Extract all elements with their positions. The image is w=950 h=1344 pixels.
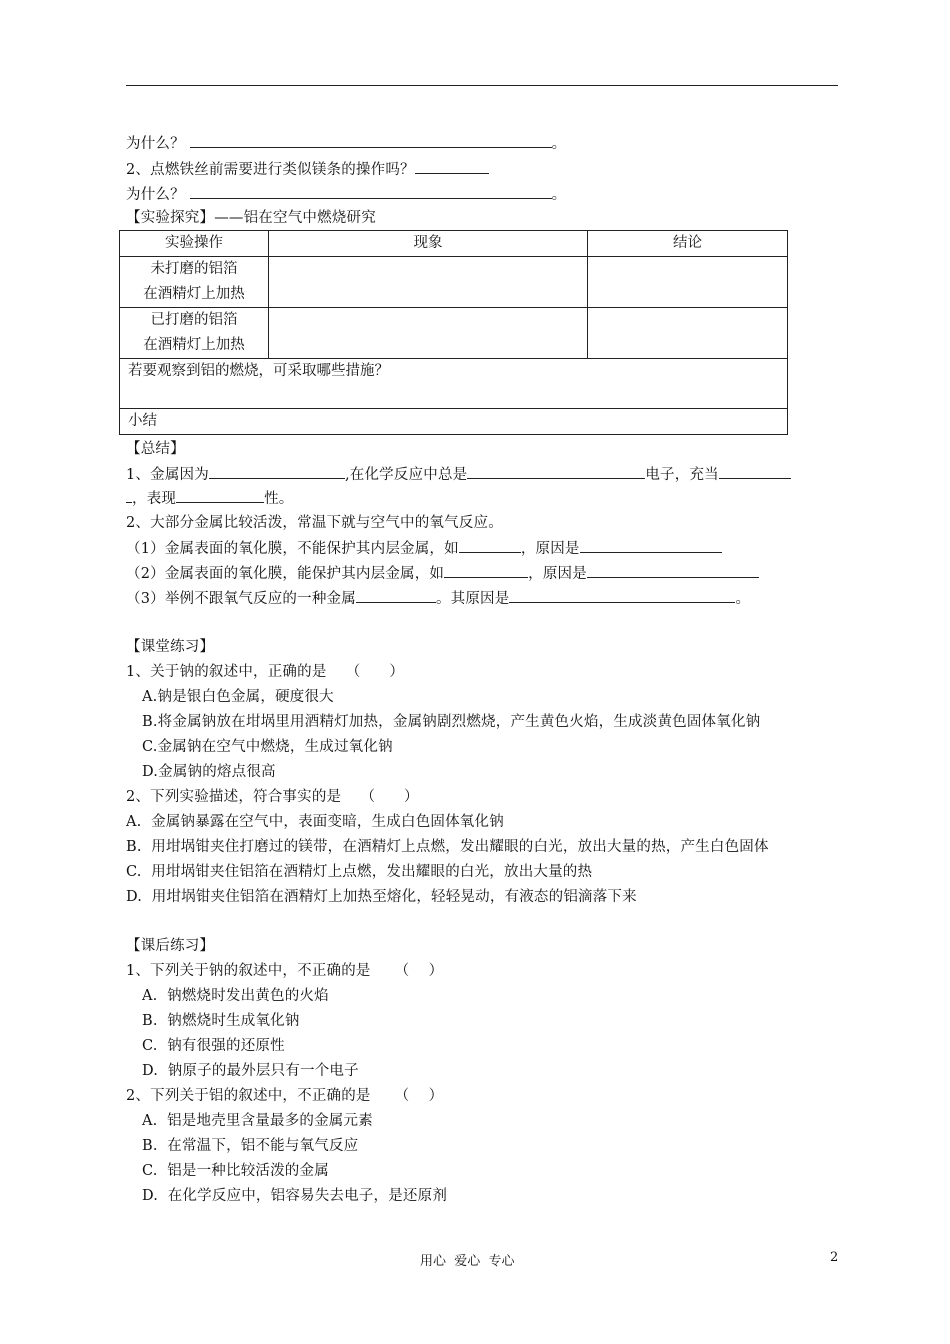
answer-blank[interactable] <box>459 538 521 553</box>
summary-title: 【总结】 <box>126 441 185 457</box>
after-q2: 2、下列关于铝的叙述中，不正确的是 （ ） <box>126 1088 444 1104</box>
after-practice-title: 【课后练习】 <box>126 938 215 954</box>
answer-blank[interactable] <box>580 538 722 553</box>
header-conclusion: 结论 <box>588 231 788 257</box>
row2-phenomenon-cell[interactable] <box>269 308 588 359</box>
class-q2-option-d[interactable]: D. 用坩埚钳夹住铝箔在酒精灯上加热至熔化，轻轻晃动，有液态的铝滴落下来 <box>126 889 637 905</box>
class-q1-option-b[interactable]: B.将金属钠放在坩埚里用酒精灯加热，金属钠剧烈燃烧，产生黄色火焰，生成淡黄色固体氧化钠 <box>142 714 761 730</box>
after-q1-option-d[interactable]: D. 钠原子的最外层只有一个电子 <box>142 1063 359 1079</box>
header-operation: 实验操作 <box>120 231 269 257</box>
class-q1-option-a[interactable]: A.钠是银白色金属，硬度很大 <box>142 689 334 705</box>
summary-line-3: （1）金属表面的氧化膜，不能保护其内层金属，如 ，原因是 <box>126 538 722 559</box>
question-iron-wire: 2、点燃铁丝前需要进行类似镁条的操作吗？ <box>126 159 489 180</box>
summary-line-1: 1、金属因为 ,在化学反应中总是 电子，充当 <box>126 464 791 485</box>
answer-blank[interactable] <box>444 563 528 578</box>
class-q2-option-b[interactable]: B. 用坩埚钳夹住打磨过的镁带，在酒精灯上点燃，发出耀眼的白光，放出大量的热，产生白色固体 <box>126 839 769 855</box>
summary-line-5: （3）举例不跟氧气反应的一种金属 。其原因是 。 <box>126 588 750 609</box>
answer-blank[interactable] <box>209 464 345 479</box>
answer-blank[interactable] <box>176 488 264 503</box>
row1-phenomenon-cell[interactable] <box>269 257 588 308</box>
after-q1-option-b[interactable]: B. 钠燃烧时生成氧化钠 <box>142 1013 300 1029</box>
summary-line-1b: ，表现 性。 <box>126 488 294 509</box>
class-q1: 1、关于钠的叙述中，正确的是 （ ） <box>126 664 405 680</box>
answer-blank[interactable] <box>190 184 552 199</box>
row1-conclusion-cell[interactable] <box>588 257 788 308</box>
footer-motto: 用心 爱心 专心 <box>420 1254 515 1269</box>
row2-operation: 已打磨的铝箔 在酒精灯上加热 <box>120 308 269 359</box>
after-q2-option-d[interactable]: D. 在化学反应中，铝容易失去电子，是还原剂 <box>142 1188 448 1204</box>
header-phenomenon: 现象 <box>269 231 588 257</box>
summary-line-2: 2、大部分金属比较活泼，常温下就与空气中的氧气反应。 <box>126 515 503 531</box>
summary-line-4: （2）金属表面的氧化膜，能保护其内层金属，如 ，原因是 <box>126 563 759 584</box>
measures-question-cell[interactable]: 若要观察到铝的燃烧，可采取哪些措施？ <box>120 359 788 409</box>
class-q2: 2、下列实验描述，符合事实的是 （ ） <box>126 789 419 805</box>
answer-blank[interactable] <box>467 464 645 479</box>
after-q2-option-b[interactable]: B. 在常温下，铝不能与氧气反应 <box>142 1138 359 1154</box>
why-line-2: 为什么？ 。 <box>126 184 566 205</box>
class-practice-title: 【课堂练习】 <box>126 639 215 655</box>
answer-blank[interactable] <box>356 588 436 603</box>
after-q2-option-a[interactable]: A. 铝是地壳里含量最多的金属元素 <box>142 1113 373 1129</box>
answer-blank[interactable] <box>190 133 552 148</box>
answer-blank[interactable] <box>415 159 489 174</box>
row1-operation: 未打磨的铝箔 在酒精灯上加热 <box>120 257 269 308</box>
summary-cell[interactable]: 小结 <box>120 409 788 435</box>
after-q1-option-a[interactable]: A. 钠燃烧时发出黄色的火焰 <box>142 988 329 1004</box>
after-q1: 1、下列关于钠的叙述中，不正确的是 （ ） <box>126 963 444 979</box>
why-line-1: 为什么？ 。 <box>126 133 566 154</box>
class-q1-option-d[interactable]: D.金属钠的熔点很高 <box>142 764 276 780</box>
page-number: 2 <box>830 1250 839 1265</box>
row2-conclusion-cell[interactable] <box>588 308 788 359</box>
after-q1-option-c[interactable]: C. 钠有很强的还原性 <box>142 1038 285 1054</box>
experiment-title: 【实验探究】——铝在空气中燃烧研究 <box>126 210 376 226</box>
header-rule <box>126 85 838 86</box>
class-q2-option-a[interactable]: A. 金属钠暴露在空气中，表面变暗，生成白色固体氧化钠 <box>126 814 504 830</box>
experiment-table <box>119 230 788 435</box>
answer-blank[interactable] <box>587 563 759 578</box>
answer-blank[interactable] <box>509 588 735 603</box>
after-q2-option-c[interactable]: C. 铝是一种比较活泼的金属 <box>142 1163 329 1179</box>
answer-blank[interactable] <box>719 464 791 479</box>
class-q2-option-c[interactable]: C. 用坩埚钳夹住铝箔在酒精灯上点燃，发出耀眼的白光，放出大量的热 <box>126 864 593 880</box>
class-q1-option-c[interactable]: C.金属钠在空气中燃烧，生成过氧化钠 <box>142 739 393 755</box>
